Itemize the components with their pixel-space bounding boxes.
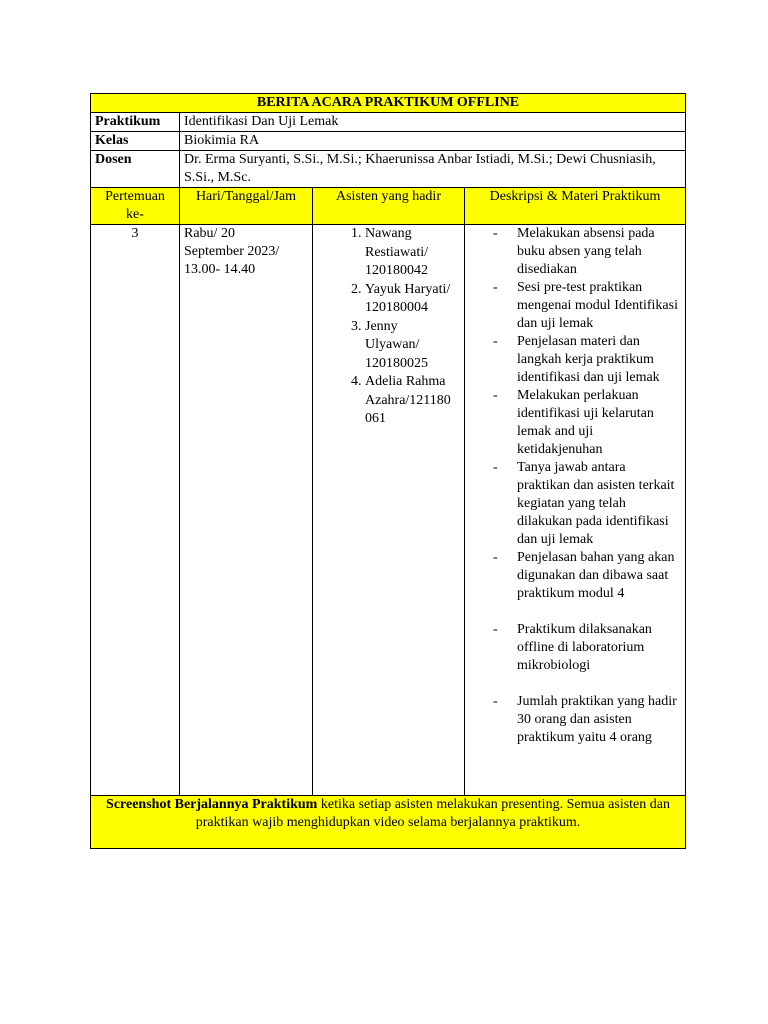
asisten-cell	[313, 225, 465, 796]
dash-bullet: -	[493, 550, 498, 565]
value-praktikum: Identifikasi Dan Uji Lemak	[180, 113, 686, 132]
header-asisten: Asisten yang hadir	[313, 188, 465, 225]
screenshot-instruction-bold: Screenshot Berjalannya Praktikum	[106, 797, 318, 812]
screenshot-instruction	[91, 796, 686, 849]
asisten-item: 3. Jenny Ulyawan/ 120180025	[365, 318, 460, 374]
jam-line: 13.00- 14.40	[184, 262, 256, 277]
dash-bullet: -	[493, 622, 498, 637]
deskripsi-item	[469, 549, 681, 603]
deskripsi-item	[469, 621, 681, 675]
document-title: BERITA ACARA PRAKTIKUM OFFLINE	[91, 94, 686, 113]
dash-bullet: -	[493, 334, 498, 349]
dash-bullet: -	[493, 460, 498, 475]
deskripsi-item	[469, 333, 681, 387]
deskripsi-item	[469, 279, 681, 333]
deskripsi-text: Melakukan perlakuan identifikasi uji kelarutan lemak and uji ketidakjenuhan	[517, 388, 654, 457]
header-deskripsi: Deskripsi & Materi Praktikum	[465, 188, 686, 225]
header-hari-tanggal-jam: Hari/Tanggal/Jam	[180, 188, 313, 225]
hari-tanggal-jam-cell	[180, 225, 313, 796]
deskripsi-text: Penjelasan materi dan langkah kerja praktikum identifikasi dan uji lemak	[517, 334, 660, 385]
deskripsi-cell	[465, 225, 686, 796]
deskripsi-text: Tanya jawab antara praktikan dan asisten terkait kegiatan yang telah dilakukan pada identifikasi dan uji lemak	[517, 460, 675, 547]
deskripsi-text: Sesi pre-test praktikan mengenai modul Identifikasi dan uji lemak	[517, 280, 678, 331]
screenshot-instruction-text: ketika setiap asisten melakukan presenting. Semua asisten dan praktikan wajib menghidupkan video selama berjalannya praktikum.	[195, 797, 670, 830]
deskripsi-item	[469, 459, 681, 549]
deskripsi-list	[469, 225, 681, 747]
deskripsi-text: Jumlah praktikan yang hadir 30 orang dan asisten praktikum yaitu 4 orang	[517, 694, 677, 745]
header-pertemuan: Pertemuan ke-	[91, 188, 180, 225]
label-dosen: Dosen	[91, 151, 180, 188]
deskripsi-item	[469, 225, 681, 279]
dash-bullet: -	[493, 226, 498, 241]
deskripsi-item	[469, 693, 681, 747]
deskripsi-text: Praktikum dilaksanakan offline di laboratorium mikrobiologi	[517, 622, 652, 673]
asisten-list	[317, 225, 460, 429]
hari-line: Rabu/ 20	[184, 226, 235, 241]
value-dosen: Dr. Erma Suryanti, S.Si., M.Si.; Khaerunissa Anbar Istiadi, M.Si.; Dewi Chusniasih, S.Si., M.Sc.	[180, 151, 686, 188]
deskripsi-item	[469, 387, 681, 459]
dash-bullet: -	[493, 280, 498, 295]
tanggal-line: September 2023/	[184, 244, 280, 259]
berita-acara-table	[90, 93, 686, 849]
asisten-item: 1. Nawang Restiawati/ 120180042	[365, 225, 460, 281]
dash-bullet: -	[493, 694, 498, 709]
dash-bullet: -	[493, 388, 498, 403]
asisten-item: 2. Yayuk Haryati/ 120180004	[365, 281, 460, 318]
deskripsi-text: Penjelasan bahan yang akan digunakan dan dibawa saat praktikum modul 4	[517, 550, 675, 601]
deskripsi-text: Melakukan absensi pada buku absen yang telah disediakan	[517, 226, 655, 277]
pertemuan-number: 3	[91, 225, 180, 796]
asisten-item: 4. Adelia Rahma Azahra/121180061	[365, 373, 460, 429]
value-kelas: Biokimia RA	[180, 132, 686, 151]
label-kelas: Kelas	[91, 132, 180, 151]
label-praktikum: Praktikum	[91, 113, 180, 132]
